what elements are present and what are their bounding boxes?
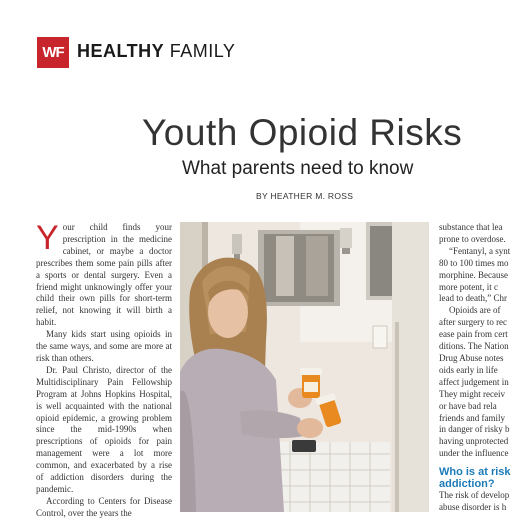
left-column (36, 219, 172, 520)
paragraph-2: Many kids start using opioids in the same ways, and some are more at risk than others. (36, 329, 172, 363)
article-byline: BY HEATHER M. ROSS (256, 191, 354, 201)
right-line: The risk of develop (439, 490, 510, 501)
subheading-line: addiction? (439, 478, 495, 491)
right-line: Opioids are of (449, 305, 501, 316)
article-photo (180, 222, 429, 512)
brand-logo-badge: WF (37, 37, 69, 68)
paragraph-3: Dr. Paul Christo, director of the Multidisciplinary Pain Fellowship Program at Johns Hopkins Hospital, is well acquainted with the national opioid epidemic, a growing problem since the mid-1990s when prescriptions of opioids for pain management were a lot more common, and exacerbated by a rise of addiction disorders during the pandemic. (36, 364, 172, 494)
paragraph-1-text: our child finds your prescription in the medicine cabinet, or maybe a doctor prescribes them some pain pills after a sports or dental surgery. Even a friend might unknowingly offer your child their own pills for short-term relief, not knowing it will birth a habit. (36, 222, 172, 328)
right-line: lead to death,” Chr (439, 293, 507, 304)
paragraph-4: According to Centers for Disease Control, over the years the (36, 495, 172, 518)
right-line: 80 to 100 times mo (439, 257, 509, 268)
right-line: ease pain from cert (439, 329, 508, 340)
right-line: morphine. Because (439, 269, 508, 280)
article-title: Youth Opioid Risks (142, 112, 463, 153)
right-line: more potent, it c (439, 281, 498, 292)
right-line: “Fentanyl, a synt (449, 245, 511, 256)
right-line: prone to overdose. (439, 233, 506, 244)
section-subheading (439, 466, 512, 490)
brand-wordmark (77, 41, 235, 62)
right-column (439, 222, 512, 514)
right-line: having unprotected (439, 436, 509, 447)
right-line: Drug Abuse notes (439, 352, 504, 363)
article-subtitle: What parents need to know (182, 158, 414, 179)
right-line: abuse disorder is h (439, 502, 507, 513)
right-line: in danger of risky b (439, 424, 510, 435)
right-line: under the influence (439, 448, 509, 459)
subheading-line: Who is at risk (439, 466, 511, 479)
brand-wordmark-light: FAMILY (169, 41, 236, 61)
paragraph-1 (36, 219, 172, 329)
right-line: ditions. The Nation (439, 341, 509, 352)
right-line: substance that lea (439, 222, 503, 232)
brand-wordmark-bold: HEALTHY (77, 41, 165, 61)
right-line: or have bad rela (439, 400, 497, 411)
drop-cap: Y (36, 219, 59, 257)
right-line: after surgery to rec (439, 317, 508, 328)
right-line: They might receiv (439, 388, 505, 399)
right-line: friends and family (439, 412, 505, 423)
right-line: oids early in life (439, 364, 498, 375)
photo-girl-with-pill-bottles (180, 222, 429, 512)
right-line: affect judgement in (439, 376, 509, 387)
